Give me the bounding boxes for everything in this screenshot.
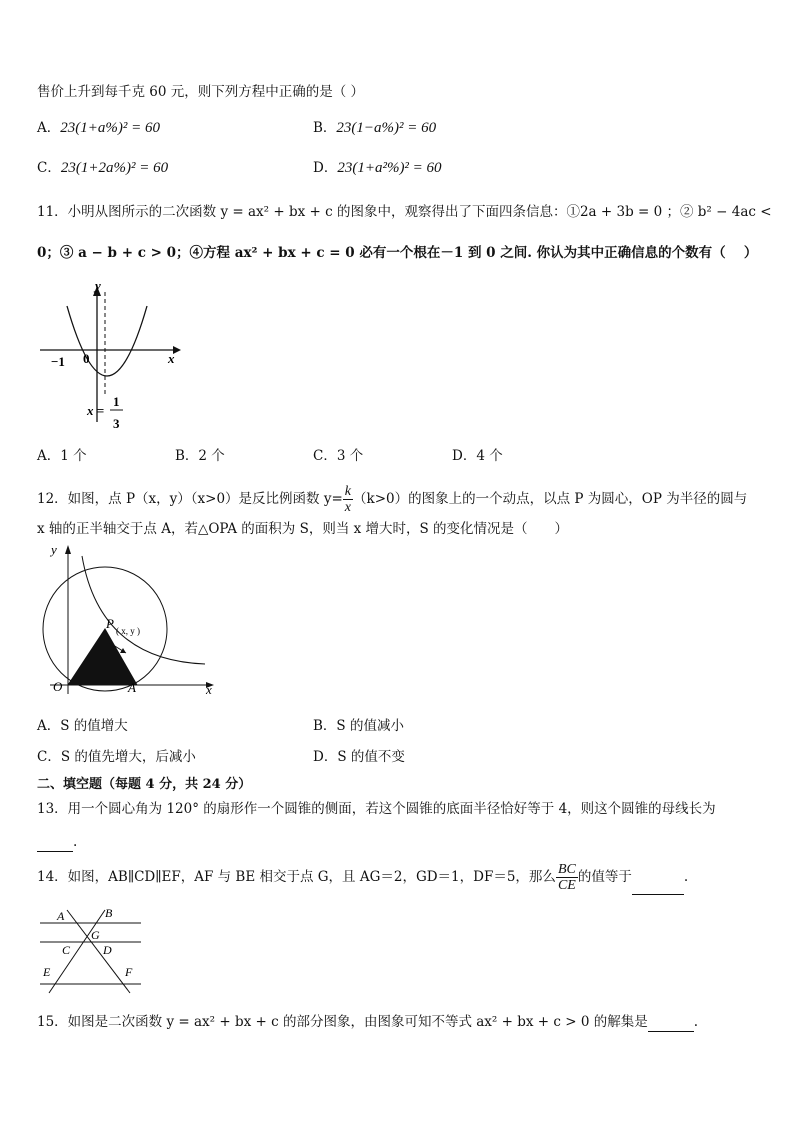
x-axis-label: x [206, 682, 212, 697]
point-a-label: A [128, 680, 136, 695]
point-p-coordinates: ( x, y ) [116, 626, 140, 636]
q12-text-a: 12．如图，点 P（x，y）（x>0）是反比例函数 y= [37, 491, 343, 507]
q12-line-2: x 轴的正半轴交于点 A，若△OPA 的面积为 S，则当 x 增大时，S 的变化情况是（ ） [37, 521, 569, 537]
answer-blank[interactable] [37, 833, 73, 852]
q14-period: . [683, 869, 689, 885]
origin-label: 0 [83, 351, 90, 366]
point-c-label: C [62, 943, 71, 957]
q15-line [37, 1013, 698, 1032]
tick-neg-one: −1 [51, 354, 65, 369]
option-expression: 23(1+a%)² = 60 [60, 120, 160, 136]
q10-option-c [37, 158, 168, 178]
x-axis-label: x [168, 351, 175, 366]
q14-line [37, 860, 688, 895]
q14-parallel-lines-figure [37, 904, 147, 996]
motion-arrowhead [120, 648, 126, 653]
q11-parabola-figure [35, 278, 195, 432]
q11-option-b: B．2 个 [175, 448, 225, 464]
option-label: D． [313, 160, 338, 176]
q11-option-a: A．1 个 [37, 448, 87, 464]
section-heading: 二、填空题（每题 4 分，共 24 分） [37, 777, 252, 792]
fraction-denominator: x [344, 500, 352, 515]
q12-line-1 [37, 484, 747, 515]
fraction-numerator: 1 [113, 394, 120, 409]
point-f-label: F [125, 965, 133, 979]
option-label: A． [37, 120, 61, 136]
parabola-curve [67, 306, 147, 376]
q14-text-a: 14．如图，AB∥CD∥EF，AF 与 BE 相交于点 G，且 AG＝2，GD＝1，DF＝5，那么 [37, 869, 556, 885]
option-expression: 23(1−a%)² = 60 [336, 120, 437, 136]
q11-line-1: 11．小明从图所示的二次函数 y = ax² + bx + c 的图象中，观察得出了下面四条信息：①2a + 3b = 0 ；② b² − 4ac < [37, 204, 772, 220]
q15-period: . [693, 1014, 698, 1030]
point-a-label: A [57, 909, 65, 923]
fraction-numerator: BC [557, 862, 576, 877]
symmetry-axis-label: x = [87, 403, 105, 418]
q12-option-d: D．S 的值不变 [313, 749, 405, 765]
q11-option-c: C．3 个 [313, 448, 364, 464]
fraction-numerator: k [344, 484, 352, 499]
point-e-label: E [43, 965, 51, 979]
q14-fraction [556, 862, 578, 893]
point-g-label: G [91, 928, 100, 942]
answer-blank[interactable] [648, 1013, 694, 1032]
q13-line-2 [37, 833, 77, 852]
point-o-label: O [53, 679, 63, 694]
point-b-label: B [105, 906, 113, 920]
fraction-denominator: CE [557, 878, 576, 893]
q10-stem: 售价上升到每千克 60 元，则下列方程中正确的是（ ） [37, 84, 365, 100]
q11-line-2: 0；③ a − b + c > 0；④方程 ax² + bx + c = 0 必有一个根在－1 到 0 之间. 你认为其中正确信息的个数有（ ） [37, 245, 758, 261]
q12-option-b: B．S 的值减小 [313, 718, 404, 734]
q12-fraction [343, 484, 353, 515]
q13-period: . [73, 834, 78, 850]
y-axis-label: y [51, 542, 57, 557]
fraction-denominator: 3 [113, 416, 120, 431]
q10-option-d [313, 158, 442, 178]
answer-blank[interactable] [632, 860, 684, 895]
q12-text-b: （k>0）的图象上的一个动点，以点 P 为圆心，OP 为半径的圆与 [353, 491, 748, 507]
q14-text-b: 的值等于 [577, 869, 632, 885]
y-axis-arrow [65, 545, 71, 554]
point-d-label: D [103, 943, 112, 957]
y-axis-label: y [95, 278, 101, 293]
q12-option-c: C．S 的值先增大，后减小 [37, 749, 196, 765]
option-label: C． [37, 160, 61, 176]
q13-line-1: 13．用一个圆心角为 120° 的扇形作一个圆锥的侧面，若这个圆锥的底面半径恰好等于 4，则这个圆锥的母线长为 [37, 801, 716, 817]
q11-option-d: D．4 个 [452, 448, 503, 464]
q10-option-b [313, 118, 436, 138]
point-p-label: P [106, 616, 114, 631]
q12-circle-figure [40, 542, 230, 702]
option-expression: 23(1+2a%)² = 60 [60, 160, 169, 176]
option-expression: 23(1+a²%)² = 60 [337, 160, 442, 176]
q15-text: 15．如图是二次函数 y = ax² + bx + c 的部分图象，由图象可知不等式 ax² + bx + c > 0 的解集是 [37, 1014, 648, 1030]
q12-option-a: A．S 的值增大 [37, 718, 128, 734]
q10-option-a [37, 118, 160, 138]
triangle-opa [68, 629, 137, 685]
option-label: B． [313, 120, 337, 136]
